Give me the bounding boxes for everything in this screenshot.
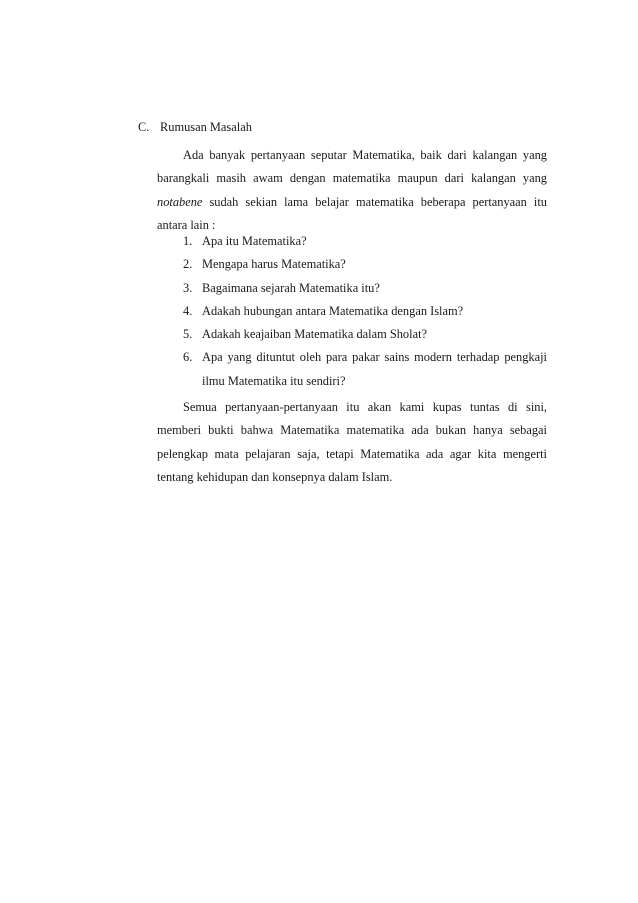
list-item-text: Apa itu Matematika?: [202, 234, 307, 248]
list-item-text: Adakah keajaiban Matematika dalam Sholat?: [202, 327, 428, 342]
list-item: [183, 253, 547, 276]
list-item: [183, 323, 547, 346]
section-title: Rumusan Masalah: [160, 120, 252, 134]
list-item-number: 3.: [183, 280, 193, 295]
section-heading: [138, 118, 252, 136]
intro-paragraph: [157, 144, 547, 237]
list-item-text: Adakah hubungan antara Matematika dengan Islam?: [202, 303, 464, 318]
list-item-number: 2.: [183, 257, 193, 272]
intro-italic-term: notabene: [157, 194, 203, 209]
list-item: [183, 300, 547, 323]
question-list: [183, 230, 547, 393]
closing-paragraph: [157, 396, 547, 489]
list-item-number: 6.: [183, 350, 193, 365]
intro-text-before: Ada banyak pertanyaan seputar Matematika, baik dari kalangan yang barangkali masih awam dengan matematika maupun dari kalangan yang: [157, 148, 547, 186]
list-item-number: 4.: [183, 303, 193, 318]
list-item: [183, 230, 547, 253]
list-item-text: Apa yang dituntut oleh para pakar sains modern terhadap pengkaji ilmu Matematika itu sendiri?: [202, 350, 547, 388]
list-item-text: Mengapa harus Matematika?: [202, 257, 346, 272]
list-item-number: 5.: [183, 327, 193, 342]
section-letter: C.: [138, 120, 150, 134]
closing-text: Semua pertanyaan-pertanyaan itu akan kami kupas tuntas di sini, memberi bukti bahwa Matematika matematika ada bukan hanya sebagai pelengkap mata pelajaran saja, tetapi Matematika ada agar kita mengerti tentang kehidupan dan konsepnya dalam Islam.: [157, 400, 547, 484]
list-item-number: 1.: [183, 234, 193, 248]
list-item: [183, 277, 547, 300]
list-item-text: Bagaimana sejarah Matematika itu?: [202, 280, 380, 295]
list-item: [183, 346, 547, 393]
intro-text-after: sudah sekian lama belajar matematika beberapa pertanyaan itu antara lain :: [157, 194, 547, 232]
